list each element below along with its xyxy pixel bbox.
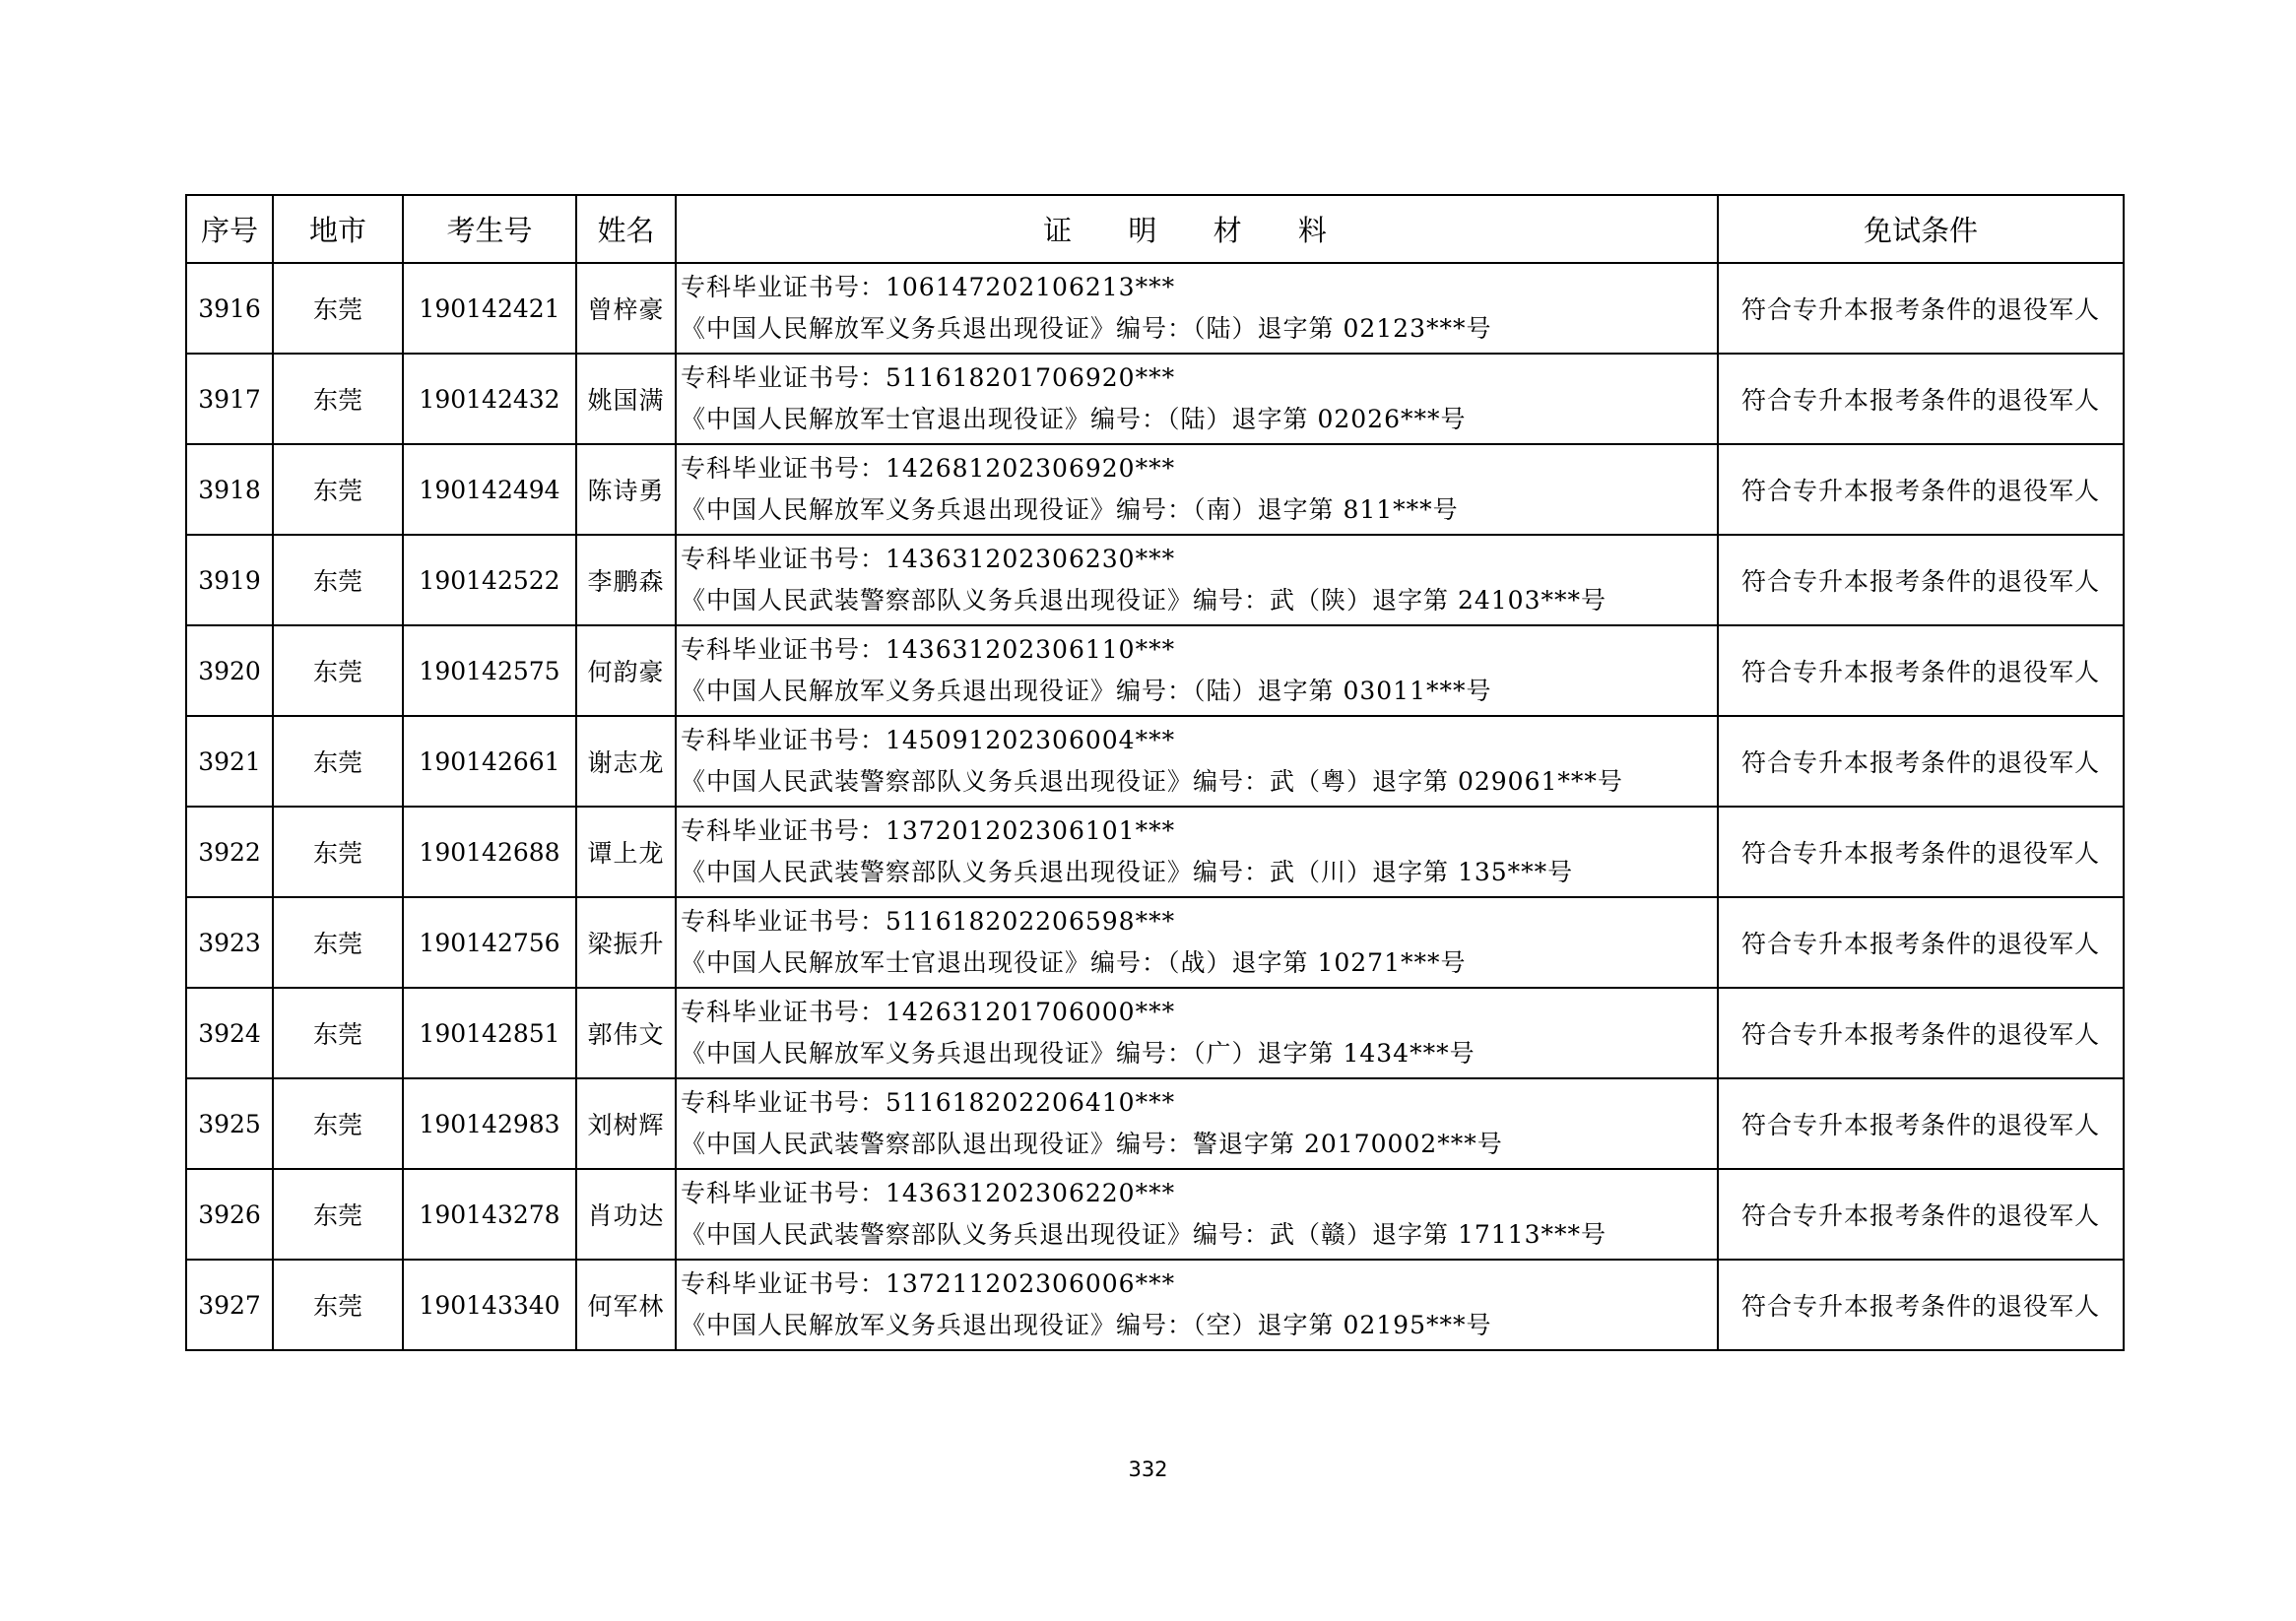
table-row (186, 625, 2124, 716)
proof-discharge-line: 《中国人民武装警察部队退出现役证》编号：警退字第 20170002***号 (681, 1130, 1503, 1158)
cell-exam-id: 190142494 (403, 444, 576, 535)
table-row (186, 716, 2124, 807)
header-condition: 免试条件 (1718, 195, 2124, 263)
proof-diploma-line: 专科毕业证书号：106147202106213*** (681, 273, 1176, 301)
cell-condition: 符合专升本报考条件的退役军人 (1718, 897, 2124, 988)
header-proof: 证 明 材 料 (676, 195, 1718, 263)
proof-diploma-line: 专科毕业证书号：137201202306101*** (681, 816, 1176, 845)
header-exam-id: 考生号 (403, 195, 576, 263)
proof-discharge-line: 《中国人民武装警察部队义务兵退出现役证》编号：武（川）退字第 135***号 (681, 858, 1574, 886)
cell-exam-id: 190142421 (403, 263, 576, 354)
cell-seq: 3918 (186, 444, 273, 535)
table-row (186, 354, 2124, 444)
header-seq: 序号 (186, 195, 273, 263)
cell-city: 东莞 (273, 988, 403, 1078)
cell-name: 曾梓豪 (576, 263, 676, 354)
cell-proof (676, 716, 1718, 807)
cell-name: 郭伟文 (576, 988, 676, 1078)
cell-seq: 3927 (186, 1260, 273, 1350)
cell-city: 东莞 (273, 716, 403, 807)
proof-diploma-line: 专科毕业证书号：511618202206598*** (681, 907, 1176, 936)
cell-seq: 3922 (186, 807, 273, 897)
proof-discharge-line: 《中国人民解放军义务兵退出现役证》编号：（广）退字第 1434***号 (681, 1039, 1476, 1068)
table-row (186, 807, 2124, 897)
cell-city: 东莞 (273, 444, 403, 535)
cell-proof (676, 444, 1718, 535)
cell-proof (676, 354, 1718, 444)
cell-condition: 符合专升本报考条件的退役军人 (1718, 354, 2124, 444)
proof-discharge-line: 《中国人民武装警察部队义务兵退出现役证》编号：武（陕）退字第 24103***号 (681, 586, 1607, 615)
cell-name: 梁振升 (576, 897, 676, 988)
cell-seq: 3926 (186, 1169, 273, 1260)
exemption-table (185, 194, 2125, 1351)
table-header (186, 195, 2124, 263)
cell-city: 东莞 (273, 897, 403, 988)
cell-proof (676, 625, 1718, 716)
cell-name: 刘树辉 (576, 1078, 676, 1169)
cell-proof (676, 263, 1718, 354)
cell-condition: 符合专升本报考条件的退役军人 (1718, 1169, 2124, 1260)
proof-diploma-line: 专科毕业证书号：137211202306006*** (681, 1269, 1176, 1298)
proof-diploma-line: 专科毕业证书号：511618201706920*** (681, 363, 1176, 392)
proof-diploma-line: 专科毕业证书号：143631202306110*** (681, 635, 1176, 664)
proof-diploma-line: 专科毕业证书号：145091202306004*** (681, 726, 1176, 754)
proof-diploma-line: 专科毕业证书号：143631202306220*** (681, 1179, 1176, 1207)
cell-exam-id: 190142432 (403, 354, 576, 444)
cell-condition: 符合专升本报考条件的退役军人 (1718, 1078, 2124, 1169)
cell-city: 东莞 (273, 535, 403, 625)
table-body (186, 263, 2124, 1350)
cell-name: 何韵豪 (576, 625, 676, 716)
cell-city: 东莞 (273, 263, 403, 354)
table-row (186, 535, 2124, 625)
cell-city: 东莞 (273, 807, 403, 897)
cell-city: 东莞 (273, 354, 403, 444)
cell-condition: 符合专升本报考条件的退役军人 (1718, 988, 2124, 1078)
proof-discharge-line: 《中国人民解放军义务兵退出现役证》编号：（陆）退字第 03011***号 (681, 677, 1492, 705)
proof-discharge-line: 《中国人民解放军义务兵退出现役证》编号：（南）退字第 811***号 (681, 495, 1459, 524)
cell-exam-id: 190142661 (403, 716, 576, 807)
cell-proof (676, 1078, 1718, 1169)
proof-diploma-line: 专科毕业证书号：511618202206410*** (681, 1088, 1176, 1117)
cell-name: 陈诗勇 (576, 444, 676, 535)
proof-discharge-line: 《中国人民解放军士官退出现役证》编号：（战）退字第 10271***号 (681, 948, 1467, 977)
table-row (186, 1260, 2124, 1350)
cell-name: 李鹏森 (576, 535, 676, 625)
table-row (186, 1169, 2124, 1260)
cell-exam-id: 190143340 (403, 1260, 576, 1350)
cell-proof (676, 1169, 1718, 1260)
table-row (186, 1078, 2124, 1169)
proof-discharge-line: 《中国人民解放军义务兵退出现役证》编号：（空）退字第 02195***号 (681, 1311, 1492, 1339)
cell-seq: 3921 (186, 716, 273, 807)
cell-condition: 符合专升本报考条件的退役军人 (1718, 1260, 2124, 1350)
header-name: 姓名 (576, 195, 676, 263)
cell-city: 东莞 (273, 1260, 403, 1350)
cell-exam-id: 190142983 (403, 1078, 576, 1169)
page-number: 332 (1128, 1458, 1168, 1481)
cell-name: 肖功达 (576, 1169, 676, 1260)
proof-diploma-line: 专科毕业证书号：142631201706000*** (681, 998, 1176, 1026)
cell-seq: 3924 (186, 988, 273, 1078)
proof-diploma-line: 专科毕业证书号：143631202306230*** (681, 545, 1176, 573)
cell-proof (676, 897, 1718, 988)
cell-exam-id: 190143278 (403, 1169, 576, 1260)
proof-discharge-line: 《中国人民武装警察部队义务兵退出现役证》编号：武（粤）退字第 029061***号 (681, 767, 1623, 796)
cell-city: 东莞 (273, 1078, 403, 1169)
cell-condition: 符合专升本报考条件的退役军人 (1718, 444, 2124, 535)
cell-name: 姚国满 (576, 354, 676, 444)
proof-discharge-line: 《中国人民解放军士官退出现役证》编号：（陆）退字第 02026***号 (681, 405, 1467, 433)
cell-seq: 3917 (186, 354, 273, 444)
header-city: 地市 (273, 195, 403, 263)
table-row (186, 897, 2124, 988)
cell-proof (676, 535, 1718, 625)
cell-seq: 3925 (186, 1078, 273, 1169)
cell-seq: 3919 (186, 535, 273, 625)
cell-exam-id: 190142756 (403, 897, 576, 988)
table-row (186, 444, 2124, 535)
cell-proof (676, 988, 1718, 1078)
cell-condition: 符合专升本报考条件的退役军人 (1718, 535, 2124, 625)
cell-proof (676, 1260, 1718, 1350)
cell-exam-id: 190142851 (403, 988, 576, 1078)
cell-exam-id: 190142688 (403, 807, 576, 897)
cell-city: 东莞 (273, 625, 403, 716)
cell-condition: 符合专升本报考条件的退役军人 (1718, 625, 2124, 716)
cell-exam-id: 190142522 (403, 535, 576, 625)
cell-condition: 符合专升本报考条件的退役军人 (1718, 716, 2124, 807)
cell-seq: 3916 (186, 263, 273, 354)
table-row (186, 988, 2124, 1078)
proof-discharge-line: 《中国人民武装警察部队义务兵退出现役证》编号：武（赣）退字第 17113***号 (681, 1220, 1607, 1249)
cell-condition: 符合专升本报考条件的退役军人 (1718, 807, 2124, 897)
table-row (186, 263, 2124, 354)
proof-diploma-line: 专科毕业证书号：142681202306920*** (681, 454, 1176, 483)
cell-condition: 符合专升本报考条件的退役军人 (1718, 263, 2124, 354)
header-row (186, 195, 2124, 263)
cell-exam-id: 190142575 (403, 625, 576, 716)
cell-name: 谭上龙 (576, 807, 676, 897)
cell-proof (676, 807, 1718, 897)
cell-name: 何军林 (576, 1260, 676, 1350)
cell-seq: 3923 (186, 897, 273, 988)
cell-seq: 3920 (186, 625, 273, 716)
cell-city: 东莞 (273, 1169, 403, 1260)
cell-name: 谢志龙 (576, 716, 676, 807)
proof-discharge-line: 《中国人民解放军义务兵退出现役证》编号：（陆）退字第 02123***号 (681, 314, 1492, 343)
